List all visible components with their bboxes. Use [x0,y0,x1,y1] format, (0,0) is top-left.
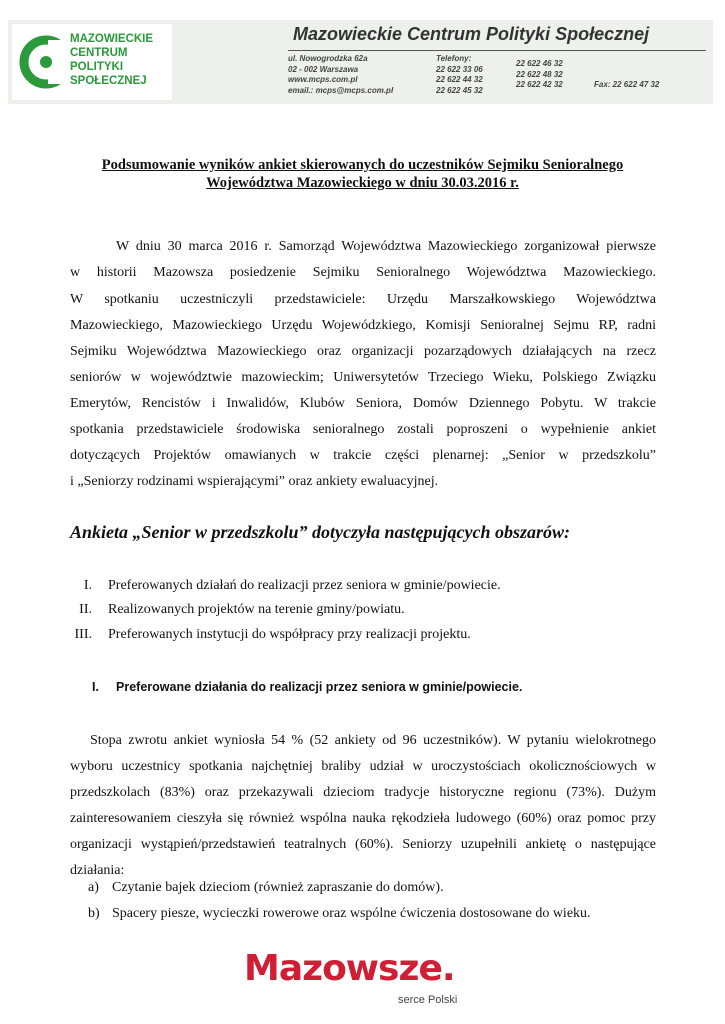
phones-label: Telefony: [436,54,472,63]
address-block [288,54,393,96]
paragraph-line: zainteresowaniem cieszyła się również wspólna nauka rękodzieła ludowego (60%) oraz pomoc przy [70,811,656,826]
list-item-text: Realizowanych projektów na terenie gminy/powiatu. [108,602,405,617]
paragraph-line: i „Seniorzy rodzinami wspierającymi” oraz ankiety ewaluacyjnej. [70,474,439,489]
document-title [40,156,685,192]
logo-line: MAZOWIECKIE [70,33,154,45]
paragraph-line: organizacji wystąpień/przedstawień teatralnych (60%). Seniorzy uzupełnili ankietę o następujące [70,837,656,852]
address-line: ul. Nowogrodzka 62a [288,54,368,63]
subsection-heading [92,680,522,694]
phone-number: 22 622 48 32 [516,69,563,79]
activity-number: a) [88,880,99,895]
paragraph-line: W dniu 30 marca 2016 r. Samorząd Województwa Mazowieckiego zorganizował pierwsze [116,239,656,254]
activity-number: b) [88,906,100,921]
header-divider [288,50,706,51]
list-item-number: III. [74,627,92,642]
paragraph-line: Stopa zwrotu ankiet wyniosła 54 % (52 ankiety od 96 uczestników). W pytaniu wielokrotnego [90,733,656,748]
mcps-logo [12,24,172,100]
subsection-number: I. [92,680,99,694]
mazowsze-logo [244,948,480,1014]
paragraph-line: w historii Mazowsza posiedzenie Sejmiku Senioralnego Województwa Mazowieckiego. [70,265,656,280]
paragraph-line: seniorów w województwie mazowieckim; Uniwersytetów Trzeciego Wieku, Polskiego Związku [70,370,656,385]
logo-line: SPOŁECZNEJ [70,75,147,87]
fax-number: Fax: 22 622 47 32 [594,80,660,89]
activity-item [88,880,444,896]
letterhead [8,20,713,104]
paragraph-line: przedszkolach (83%) oraz przekazywali dzieciom tradycje historyczne regionu (73%). Dużym [70,785,656,800]
paragraph-line: wyboru uczestnicy spotkania najchętniej braliby udział w uroczystościach okolicznościowych w [70,759,656,774]
logo-line: CENTRUM [70,47,128,59]
paragraph-line: W spotkaniu uczestniczyli przedstawiciele: Urzędu Marszałkowskiego Województwa [70,292,656,307]
brand-wordmark: Mazowsze. [244,948,455,989]
logo-line: POLITYKI [70,61,124,73]
title-line: Podsumowanie wyników ankiet skierowanych do uczestników Sejmiku Senioralnego [101,157,624,173]
subsection-title: Preferowane działania do realizacji przez seniora w gminie/powiecie. [116,680,523,694]
phones-block [436,54,483,96]
website-link[interactable]: www.mcps.com.pl [288,75,358,84]
phone-number: 22 622 33 06 [436,64,483,74]
title-line: Województwa Mazowieckiego w dniu 30.03.2016 r. [206,175,519,191]
mcps-logo-icon [18,30,66,94]
phone-number: 22 622 45 32 [436,85,483,95]
paragraph-line: działania: [70,863,125,878]
activity-text: Czytanie bajek dzieciom (również zapraszanie do domów). [112,880,444,895]
paragraph-line: Sejmiku Województwa Mazowieckiego oraz organizacji pozarządowych działających na rzecz [70,344,656,359]
activity-item [88,906,591,922]
list-item-text: Preferowanych instytucji do współpracy przy realizacji projektu. [108,627,471,642]
list-item-number: II. [79,602,92,617]
phone-number: 22 622 42 32 [516,80,563,89]
phone-number: 22 622 46 32 [516,59,563,68]
paragraph-line: Mazowieckiego, Mazowieckiego Urzędu Wojewódzkiego, Komisji Senioralnej Sejmu RP, radni [70,318,656,333]
list-item-text: Preferowanych działań do realizacji przez seniora w gminie/powiecie. [108,578,501,593]
list-item-number: I. [83,578,92,593]
section-heading: Ankieta „Senior w przedszkolu” dotyczyła następujących obszarów: [70,522,571,542]
organization-name: Mazowieckie Centrum Polityki Społecznej [293,24,650,44]
address-line: 02 - 002 Warszawa [288,64,359,74]
paragraph-line: Emerytów, Rencistów i Inwalidów, Klubów Seniora, Domów Dziennego Pobytu. W trakcie [70,396,656,411]
email-link[interactable]: email.: mcps@mcps.com.pl [288,85,394,95]
activity-text: Spacery piesze, wycieczki rowerowe oraz wspólne ćwiczenia dostosowane do wieku. [112,906,591,921]
phones-block-2 [516,59,563,91]
paragraph-line: spotkania przedstawiciele środowiska senioralnego zostali poproszeni o wypełnienie ankiet [70,422,656,437]
logo-text [70,32,153,88]
phone-number: 22 622 44 32 [436,75,483,84]
paragraph-line: dotyczących Projektów omawianych w trakcie części plenarnej: „Senior w przedszkolu” [70,448,656,463]
brand-tagline: serce Polski [398,994,458,1006]
